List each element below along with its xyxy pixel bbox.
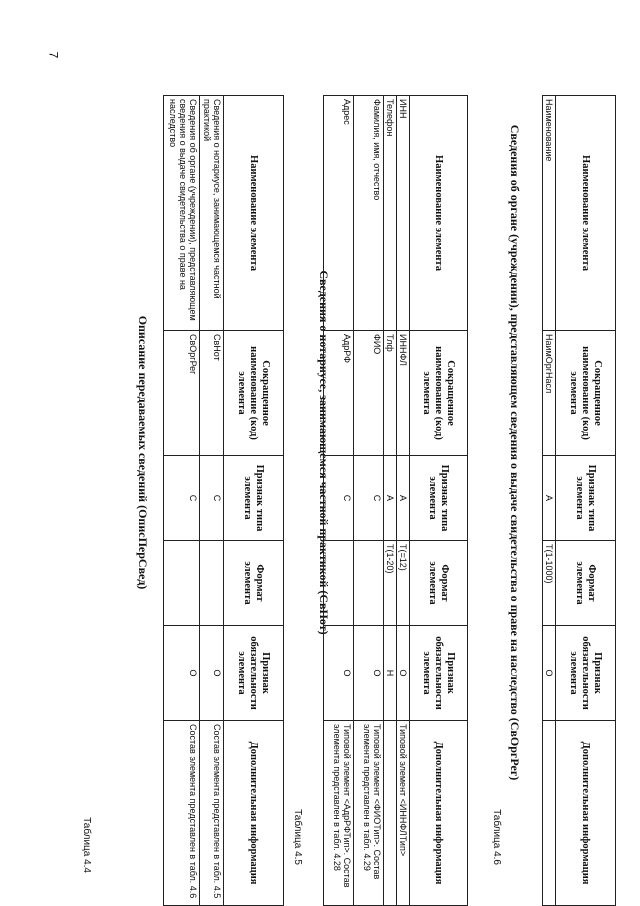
cell-code: НаимОргНасл xyxy=(543,331,556,456)
cell-required: О xyxy=(354,626,384,721)
cell-name: ИНН xyxy=(397,96,410,331)
cell-format xyxy=(164,541,200,626)
header-name: Наименование элемента xyxy=(224,96,284,331)
table-row xyxy=(324,96,354,906)
table-row xyxy=(164,96,200,906)
cell-type: С xyxy=(164,456,200,541)
cell-info: Типовой элемент <ФИОТип>. Состав элемента представлен в табл. 4.29 xyxy=(354,721,384,906)
cell-type: А xyxy=(543,456,556,541)
header-info: Дополнительная информация xyxy=(556,721,616,906)
table-4-4 xyxy=(163,95,284,906)
table-4-6 xyxy=(542,95,616,906)
header-format: Формат элемента xyxy=(224,541,284,626)
header-required: Признак обязательности элемента xyxy=(410,626,468,721)
header-code: Сокращенное наименование (код) элемента xyxy=(556,331,616,456)
cell-info: Типовой элемент <АдрРФТип>. Состав элемента представлен в табл. 4.28 xyxy=(324,721,354,906)
header-required: Признак обязательности элемента xyxy=(556,626,616,721)
cell-type: А xyxy=(397,456,410,541)
cell-info: Состав элемента представлен в табл. 4.5 xyxy=(200,721,224,906)
table-row xyxy=(384,96,397,906)
table-4-6-title: Сведения об органе (учреждении), представляющем сведения о выдаче свидетельства о праве на наследство (СвОргРег) xyxy=(508,124,522,781)
cell-name: Телефон xyxy=(384,96,397,331)
table-row xyxy=(397,96,410,906)
cell-type: С xyxy=(200,456,224,541)
table-row xyxy=(543,96,556,906)
header-info: Дополнительная информация xyxy=(224,721,284,906)
header-code: Сокращенное наименование (код) элемента xyxy=(224,331,284,456)
cell-format: T(1-20) xyxy=(384,541,397,626)
cell-format: T(1-1000) xyxy=(543,541,556,626)
cell-format xyxy=(324,541,354,626)
header-type: Признак типа элемента xyxy=(410,456,468,541)
cell-name: Сведения об органе (учреждении), представляющем сведения о выдаче свидетельства о праве на наследство xyxy=(164,96,200,331)
cell-required: О xyxy=(164,626,200,721)
cell-code: ФИО xyxy=(354,331,384,456)
cell-code: Тлф xyxy=(384,331,397,456)
table-4-4-title: Описание передаваемых сведений (ОписПерСвед) xyxy=(136,315,150,590)
header-format: Формат элемента xyxy=(410,541,468,626)
cell-type: А xyxy=(384,456,397,541)
cell-name: Наименование xyxy=(543,96,556,331)
cell-info: Состав элемента представлен в табл. 4.6 xyxy=(164,721,200,906)
page-number: 7 xyxy=(46,51,61,59)
header-code: Сокращенное наименование (код) элемента xyxy=(410,331,468,456)
cell-format: T(=12) xyxy=(397,541,410,626)
cell-info: Типовой элемент <ИННФЛТип> xyxy=(397,721,410,906)
cell-required: О xyxy=(324,626,354,721)
table-4-5-label: Таблица 4.5 xyxy=(292,809,303,865)
header-type: Признак типа элемента xyxy=(556,456,616,541)
table-row xyxy=(354,96,384,906)
table-4-5 xyxy=(323,95,468,906)
header-name: Наименование элемента xyxy=(410,96,468,331)
header-name: Наименование элемента xyxy=(556,96,616,331)
cell-name: Фамилия, имя, отчество xyxy=(354,96,384,331)
header-type: Признак типа элемента xyxy=(224,456,284,541)
table-4-5-title: Сведения о нотариусе, занимающемся частной практикой (СвНот) xyxy=(317,270,331,635)
cell-format xyxy=(200,541,224,626)
cell-type: С xyxy=(324,456,354,541)
header-info: Дополнительная информация xyxy=(410,721,468,906)
cell-name: Сведения о нотариусе, занимающемся частной практикой xyxy=(200,96,224,331)
cell-code: АдрРФ xyxy=(324,331,354,456)
cell-format xyxy=(354,541,384,626)
cell-info xyxy=(384,721,397,906)
cell-code: ИННФЛ xyxy=(397,331,410,456)
table-4-4-label: Таблица 4.4 xyxy=(81,817,92,873)
cell-required: О xyxy=(200,626,224,721)
cell-required: О xyxy=(397,626,410,721)
header-format: Формат элемента xyxy=(556,541,616,626)
cell-info xyxy=(543,721,556,906)
table-row xyxy=(200,96,224,906)
cell-required: Н xyxy=(384,626,397,721)
cell-code: СвНот xyxy=(200,331,224,456)
cell-code: СвОргРег xyxy=(164,331,200,456)
header-required: Признак обязательности элемента xyxy=(224,626,284,721)
cell-name: Адрес xyxy=(324,96,354,331)
table-4-6-label: Таблица 4.6 xyxy=(491,809,502,865)
cell-required: О xyxy=(543,626,556,721)
cell-type: С xyxy=(354,456,384,541)
